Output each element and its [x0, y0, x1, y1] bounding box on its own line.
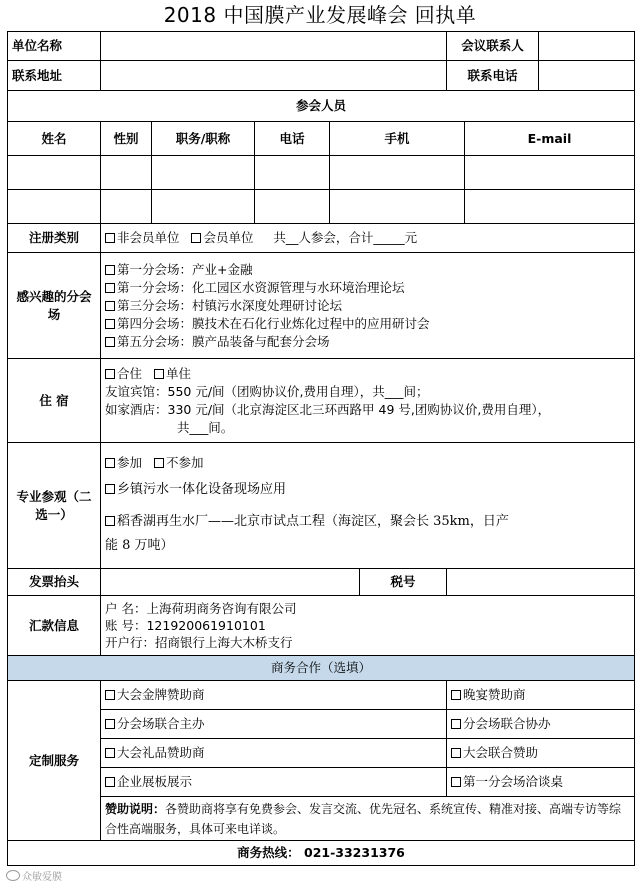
registration-label: 注册类别: [8, 224, 101, 253]
site2-checkbox[interactable]: [105, 516, 115, 526]
participant-phone-cell[interactable]: [255, 156, 330, 190]
participant-mobile-cell[interactable]: [330, 156, 465, 190]
participant-gender-cell[interactable]: [101, 156, 152, 190]
column-header-name: 姓名: [8, 122, 101, 156]
registration-form: [7, 31, 635, 866]
sponsorship-note-text: 各赞助商将享有免费参会、发言交流、优先冠名、系统宣传、精准对接、高端专访等综合性高端服务，具体可来电详谈。: [105, 801, 622, 836]
service-option: 分会场联合主办: [101, 710, 447, 739]
non-member-checkbox[interactable]: [105, 233, 115, 243]
custom-services-label: 定制服务: [8, 681, 101, 841]
session-option: 第四分会场：膜技术在石化行业炼化过程中的应用研讨会: [105, 315, 630, 333]
visit-label: 专业参观（二选一）: [8, 443, 101, 569]
participant-email-cell[interactable]: [465, 156, 635, 190]
remittance-label: 汇款信息: [8, 596, 101, 656]
lodging-options: [101, 359, 635, 443]
participant-phone-cell[interactable]: [255, 190, 330, 224]
column-header-gender: 性别: [101, 122, 152, 156]
session-option: 第一分会场：产业+金融: [105, 261, 630, 279]
session-option: 第一分会场：化工园区水资源管理与水环境治理论坛: [105, 279, 630, 297]
service-checkbox[interactable]: [451, 690, 461, 700]
hotel-rujia: 如家酒店：330 元/间（北京海淀区北三环西路甲 49 号,团购协议价,费用自理），: [105, 401, 551, 417]
service-checkbox[interactable]: [105, 719, 115, 729]
watermark-logo-icon: [6, 870, 20, 881]
participants-header: 参会人员: [8, 91, 635, 122]
hotel-youyi: 友谊宾馆：550 元/间（团购协议价,费用自理），共___间；: [105, 383, 429, 399]
member-checkbox[interactable]: [191, 233, 201, 243]
session-option: 第三分会场：村镇污水深度处理研讨论坛: [105, 297, 630, 315]
hotel-rujia-count: 共___间。: [177, 419, 234, 435]
service-option: 第一分会场洽谈桌: [447, 768, 635, 797]
service-option: 企业展板展示: [101, 768, 447, 797]
lodging-label: 住 宿: [8, 359, 101, 443]
contact-person-field[interactable]: [539, 32, 635, 61]
invoice-label: 发票抬头: [8, 569, 101, 596]
service-checkbox[interactable]: [451, 748, 461, 758]
service-checkbox[interactable]: [105, 748, 115, 758]
registration-options: [101, 224, 635, 253]
participant-row: [8, 190, 635, 224]
watermark: 众敏爱膜: [6, 868, 62, 883]
invoice-title-field[interactable]: [101, 569, 360, 596]
column-header-phone: 电话: [255, 122, 330, 156]
business-cooperation-header: 商务合作（选填）: [8, 656, 635, 681]
visit-join-label: 参加: [117, 454, 143, 470]
business-hotline: 商务热线： 021-33231376: [8, 841, 635, 866]
session-option: 第五分会场：膜产品装备与配套分会场: [105, 333, 630, 351]
shared-room-label: 合住: [117, 365, 143, 381]
participant-email-cell[interactable]: [465, 190, 635, 224]
account-name: 户 名：上海荷玥商务咨询有限公司: [105, 601, 297, 616]
interest-options: [101, 253, 635, 359]
column-header-email: E-mail: [465, 122, 635, 156]
participant-title-cell[interactable]: [152, 190, 255, 224]
site1-checkbox[interactable]: [105, 484, 115, 494]
service-option: 大会联合赞助: [447, 739, 635, 768]
site2-label: 稻香湖再生水厂——北京市试点工程（海淀区，聚会长 35km，日产: [117, 513, 509, 529]
address-field[interactable]: [101, 61, 447, 91]
session-checkbox[interactable]: [105, 337, 115, 347]
column-header-title: 职务/职称: [152, 122, 255, 156]
site2-label-continued: 能 8 万吨）: [105, 537, 174, 553]
unit-name-field[interactable]: [101, 32, 447, 61]
tax-id-field[interactable]: [447, 569, 635, 596]
column-header-mobile: 手机: [330, 122, 465, 156]
single-room-checkbox[interactable]: [154, 369, 164, 379]
visit-decline-checkbox[interactable]: [154, 458, 164, 468]
session-checkbox[interactable]: [105, 301, 115, 311]
session-checkbox[interactable]: [105, 319, 115, 329]
participant-gender-cell[interactable]: [101, 190, 152, 224]
address-label: 联系地址: [8, 61, 101, 91]
unit-name-label: 单位名称: [8, 32, 101, 61]
account-number: 账 号：121920061910101: [105, 618, 266, 633]
participant-name-cell[interactable]: [8, 190, 101, 224]
attendee-summary: 共__人参会，合计_____元: [273, 230, 418, 245]
member-label: 会员单位: [203, 230, 254, 245]
single-room-label: 单住: [165, 365, 191, 381]
remittance-info: [101, 596, 635, 656]
non-member-label: 非会员单位: [117, 230, 180, 245]
sponsorship-note: [101, 797, 635, 841]
contact-phone-label: 联系电话: [447, 61, 539, 91]
contact-person-label: 会议联系人: [447, 32, 539, 61]
sponsorship-note-label: 赞助说明：: [105, 801, 166, 816]
visit-join-checkbox[interactable]: [105, 458, 115, 468]
participant-name-cell[interactable]: [8, 156, 101, 190]
participant-mobile-cell[interactable]: [330, 190, 465, 224]
service-option: 大会礼品赞助商: [101, 739, 447, 768]
page-title: 2018 中国膜产业发展峰会 回执单: [163, 3, 477, 27]
service-checkbox[interactable]: [105, 690, 115, 700]
service-option: 分会场联合协办: [447, 710, 635, 739]
participant-title-cell[interactable]: [152, 156, 255, 190]
session-checkbox[interactable]: [105, 283, 115, 293]
session-checkbox[interactable]: [105, 265, 115, 275]
bank-branch: 开户行：招商银行上海大木桥支行: [105, 635, 293, 650]
interest-label: 感兴趣的分会场: [8, 253, 101, 359]
visit-options: [101, 443, 635, 569]
shared-room-checkbox[interactable]: [105, 369, 115, 379]
contact-phone-field[interactable]: [539, 61, 635, 91]
service-checkbox[interactable]: [105, 777, 115, 787]
visit-decline-label: 不参加: [165, 454, 204, 470]
service-option: 晚宴赞助商: [447, 681, 635, 710]
tax-id-label: 税号: [360, 569, 447, 596]
service-option: 大会金牌赞助商: [101, 681, 447, 710]
participant-row: [8, 156, 635, 190]
service-checkbox[interactable]: [451, 777, 461, 787]
service-checkbox[interactable]: [451, 719, 461, 729]
site1-label: 乡镇污水一体化设备现场应用: [117, 481, 287, 497]
